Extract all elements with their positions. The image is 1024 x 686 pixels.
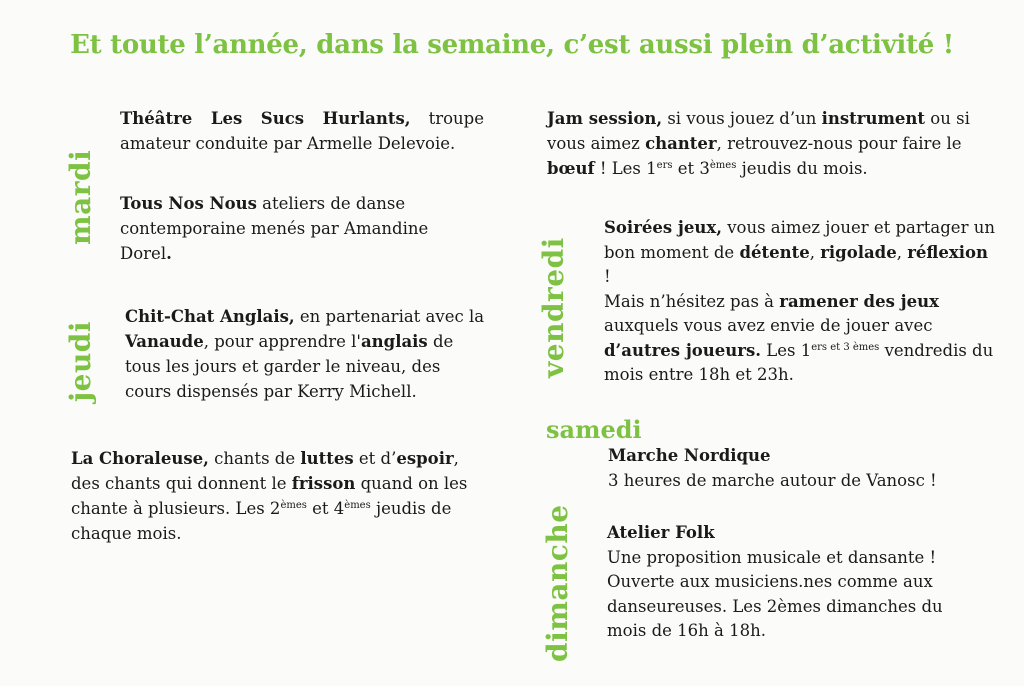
activity-name: Atelier Folk xyxy=(607,523,715,542)
activity-choraleuse: La Choraleuse, chants de luttes et d’espoir, des chants qui donnent le frisson quand on les chante à plusieurs. Les 2èmes et 4èmes jeudis de chaque mois. xyxy=(71,449,468,543)
activity-name: La Choraleuse, xyxy=(71,449,209,468)
day-label-dimanche: dimanche xyxy=(541,504,574,662)
activity-name: Marche Nordique xyxy=(608,446,771,465)
day-label-mardi: mardi xyxy=(64,149,97,245)
activity-chitchat: Chit-Chat Anglais, en partenariat avec la Vanaude, pour apprendre l'anglais de tous les jours et garder le niveau, des cours dispensés par Kerry Michell. xyxy=(125,307,485,401)
activity-name: Jam session, xyxy=(547,109,663,128)
day-label-jeudi: jeudi xyxy=(64,320,97,402)
activity-name: Théâtre Les Sucs Hurlants, xyxy=(120,109,411,128)
activity-soirees-jeux: Soirées jeux, vous aimez jouer et partager un bon moment de détente, rigolade, réflexion ! Mais n’hésitez pas à ramener des jeux auxquels vous avez envie de jouer avec d’autres joueurs. Les $1^{ers et 3 èmes}$ vendredis du mois entre 18h et 23h. xyxy=(604,218,995,384)
activity-jam-session: Jam session, si vous jouez d’un instrument ou si vous aimez chanter, retrouvez-nous pour faire le bœuf ! Les 1ers et 3èmes jeudis du mois. xyxy=(547,109,970,178)
activity-text: ateliers de danse contemporaine menés par Amandine Dorel xyxy=(120,194,429,263)
day-label-vendredi: vendredi xyxy=(537,237,570,378)
activity-text: troupe amateur conduite par Armelle Delevoie. xyxy=(120,109,484,153)
activity-text: Une proposition musicale et dansante ! Ouverte aux musiciens.nes comme aux danseureuses. Les 2èmes dimanches du mois de 16h à 18h. xyxy=(607,547,943,640)
activity-name: Chit-Chat Anglais, xyxy=(125,307,295,326)
activity-marche-nordique xyxy=(608,443,988,493)
activity-atelier-folk xyxy=(607,521,977,644)
day-label-samedi: samedi xyxy=(546,415,642,444)
activity-text: 3 heures de marche autour de Vanosc ! xyxy=(608,471,937,490)
page-title: Et toute l’année, dans la semaine, c’est aussi plein d’activité ! xyxy=(70,30,954,60)
activity-theatre xyxy=(120,106,484,156)
activity-danse: Tous Nos Nous ateliers de danse contemporaine menés par Amandine Dorel. xyxy=(120,194,429,263)
activity-name: Soirées jeux, xyxy=(604,218,722,237)
activity-name: Tous Nos Nous xyxy=(120,194,257,213)
